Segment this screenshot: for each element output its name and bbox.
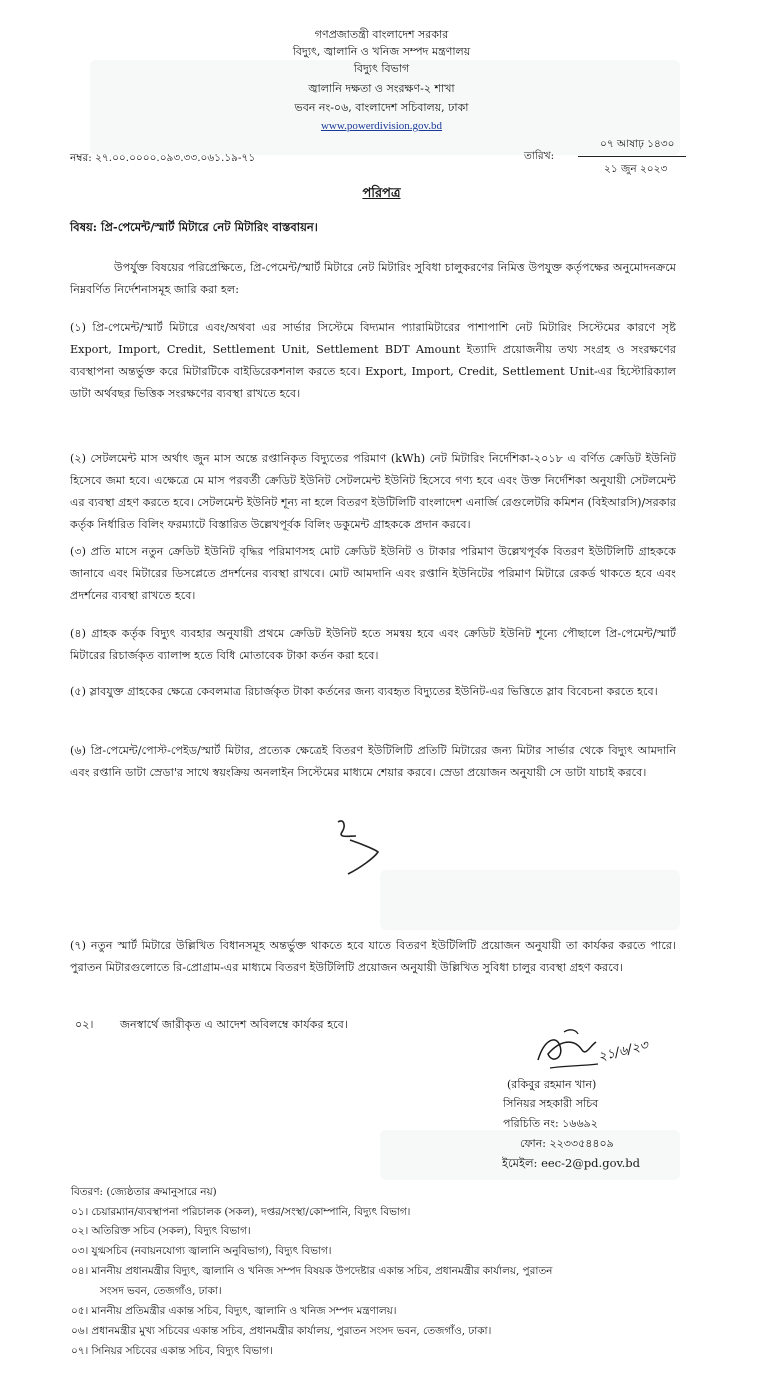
distribution-item: ০২। অতিরিক্ত সচিব (সকল), বিদ্যুৎ বিভাগ। <box>71 1225 251 1237</box>
header-line-2: বিদ্যুৎ, জ্বালানি ও খনিজ সম্পদ মন্ত্রণালয় <box>292 45 471 58</box>
signatory-phone: ফোন: ২২৩৩৫৪৪০৯ <box>520 1137 614 1150</box>
document-title: পরিপত্র <box>362 186 401 201</box>
signature-date: ২১/৬/২৩ <box>596 1038 650 1065</box>
point-1: (১) প্রি-পেমেন্ট/স্মার্ট মিটারে এবং/অথবা এর সার্ভার সিস্টেমে বিদ্যমান প্যারামিটারের পাশাপাশি নেট মিটারিং সিস্টেমের কারণে সৃষ্ট Export, Import, Credit, Settlement Unit, Settlement BDT Amount ইত্যাদি প্রয়োজনীয় তথ্য সংগ্রহ ও সংরক্ষণের ব্যবস্থাপনা অন্তর্ভুক্ত করে মিটারটিকে বাইডিরেকশনাল করতে হবে। Export, Import, Credit, Settlement Unit-এর হিস্টোরিক্যাল ডাটা অর্থবছর ভিত্তিক সংরক্ষণের ব্যবস্থা রাখতে হবে। <box>70 321 676 400</box>
header-line-5: ভবন নং-০৬, বাংলাদেশ সচিবালয়, ঢাকা <box>294 101 469 114</box>
website-link[interactable]: www.powerdivision.gov.bd <box>320 120 443 132</box>
subject-line: বিষয়: প্রি-পেমেন্ট/স্মার্ট মিটারে নেট মিটারিং বাস্তবায়ন। <box>70 220 318 234</box>
distribution-item: ০৬। প্রধানমন্ত্রীর মুখ্য সচিবের একান্ত সচিব, প্রধানমন্ত্রীর কার্যালয়, পুরাতন সংসদ ভবন, তেজগাঁও, ঢাকা। <box>71 1325 492 1337</box>
point-3: (৩) প্রতি মাসে নতুন ক্রেডিট ইউনিট বৃদ্ধির পরিমাণসহ মোট ক্রেডিট ইউনিট ও টাকার পরিমাণ উল্লেখপূর্বক বিতরণ ইউটিলিটি গ্রাহককে জানাবে এবং মিটারের ডিসপ্লেতে প্রদর্শনের ব্যবস্থা রাখবে। মোট আমদানি এবং রপ্তানি ইউনিটের পরিমাণ মিটারে রেকর্ড থাকতে হবে এবং প্রদর্শনের ব্যবস্থা রাখতে হবে। <box>70 545 676 602</box>
point-5: (৫) স্লাবযুক্ত গ্রাহকের ক্ষেত্রে কেবলমাত্র রিচার্জকৃত টাকা কর্তনের জন্য ব্যবহৃত বিদ্যুতের ইউনিট-এর ভিত্তিতে স্লাব বিবেচনা করতে হবে। <box>70 685 658 698</box>
date-divider <box>578 156 686 157</box>
header-line-1: গণপ্রজাতন্ত্রী বাংলাদেশ সরকার <box>314 28 449 41</box>
signatory-id: পরিচিতি নং: ১৬৬৯২ <box>503 1117 598 1130</box>
header-line-3: বিদ্যুৎ বিভাগ <box>353 62 410 75</box>
signatory-designation: সিনিয়র সহকারী সচিব <box>503 1097 599 1110</box>
distribution-item: সংসদ ভবন, তেজগাঁও, ঢাকা। <box>100 1285 222 1297</box>
point-6: (৬) প্রি-পেমেন্ট/পোস্ট-পেইড/স্মার্ট মিটার, প্রত্যেক ক্ষেত্রেই বিতরণ ইউটিলিটি প্রতিটি মিটারের জন্য মিটার সার্ভার থেকে বিদ্যুৎ আমদানি এবং রপ্তানি ডাটা স্রেডা'র সাথে স্বয়ংক্রিয় অনলাইন সিস্টেমের মাধ্যমে শেয়ার করবে। স্রেডা প্রয়োজন অনুযায়ী সে ডাটা যাচাই করবে। <box>70 744 676 779</box>
distribution-heading: বিতরণ: (জ্যেষ্ঠতার ক্রমানুসারে নয়) <box>71 1186 217 1198</box>
header-line-4: জ্বালানি দক্ষতা ও সংরক্ষণ-২ শাখা <box>308 82 455 95</box>
distribution-item: ০৫। মাননীয় প্রতিমন্ত্রীর একান্ত সচিব, বিদ্যুৎ, জ্বালানি ও খনিজ সম্পদ মন্ত্রণালয়। <box>71 1305 397 1317</box>
clause-2-number: ০২। <box>75 1018 94 1031</box>
date-label: তারিখ: <box>524 150 555 162</box>
signatory-email[interactable]: ইমেইল: eec-2@pd.gov.bd <box>502 1156 640 1170</box>
point-4: (৪) গ্রাহক কর্তৃক বিদ্যুৎ ব্যবহার অনুযায়ী প্রথমে ক্রেডিট ইউনিট হতে সমন্বয় হবে এবং ক্রেডিট ইউনিট শূন্যে পৌছালে প্রি-পেমেন্ট/স্মার্ট মিটারের রিচার্জকৃত ব্যালান্স হতে বিধি মোতাবেক টাকা কর্তন করা হবে। <box>70 627 676 662</box>
handwritten-mark <box>320 812 390 882</box>
scan-bleed-through <box>380 870 680 930</box>
website-row <box>0 118 763 134</box>
distribution-item: ০১। চেয়ারম্যান/ব্যবস্থাপনা পরিচালক (সকল), দপ্তর/সংস্থা/কোম্পানি, বিদ্যুৎ বিভাগ। <box>71 1206 411 1218</box>
distribution-item: ০৪। মাননীয় প্রধানমন্ত্রীর বিদ্যুৎ, জ্বালানি ও খনিজ সম্পদ বিষয়ক উপদেষ্টার একান্ত সচিব, প্রধানমন্ত্রীর কার্যালয়, পুরাতন <box>71 1265 553 1277</box>
distribution-item: ০৭। সিনিয়র সচিবের একান্ত সচিব, বিদ্যুৎ বিভাগ। <box>71 1345 273 1357</box>
memo-number: নম্বর: ২৭.০০.০০০০.০৯৩.৩৩.০৬১.১৯-৭১ <box>70 152 256 164</box>
date-english: ২১ জুন ২০২৩ <box>604 163 668 175</box>
intro-paragraph: উপর্যুক্ত বিষয়ের পরিপ্রেক্ষিতে, প্রি-পেমেন্ট/স্মার্ট মিটারে নেট মিটারিং সুবিধা চালুকরণের নিমিত্ত উপযুক্ত কর্তৃপক্ষের অনুমোদনক্রমে নিম্নবর্ণিত নির্দেশনাসমূহ জারি করা হল: <box>70 261 676 296</box>
clause-2-text: জনস্বার্থে জারীকৃত এ আদেশ অবিলম্বে কার্যকর হবে। <box>120 1018 348 1031</box>
date-bangla: ০৭ আষাঢ় ১৪৩০ <box>600 138 675 150</box>
distribution-item: ০৩। যুগ্মসচিব (নবায়নযোগ্য জ্বালানি অনুবিভাগ), বিদ্যুৎ বিভাগ। <box>71 1245 332 1257</box>
point-2: (২) সেটলমেন্ট মাস অর্থাৎ জুন মাস অন্তে রপ্তানিকৃত বিদ্যুতের পরিমাণ (kWh) নেট মিটারিং নির্দেশিকা-২০১৮ এ বর্ণিত ক্রেডিট ইউনিট হিসেবে জমা হবে। এক্ষেত্রে মে মাস পরবর্তী ক্রেডিট ইউনিট সেটলমেন্ট ইউনিট হিসেবে গণ্য হবে এবং উক্ত নির্দেশিকা অনুযায়ী সেটলমেন্ট এর ব্যবস্থা গ্রহণ করতে হবে। সেটলমেন্ট ইউনিট শূন্য না হলে বিতরণ ইউটিলিটি বাংলাদেশ এনার্জি রেগুলেটরি কমিশন (বিইআরসি)/সরকার কর্তৃক নির্ধারিত বিলিং ফরম্যাটে বিস্তারিত উল্লেখপূর্বক বিলিং ডকুমেন্ট গ্রাহককে প্রদান করবে। <box>70 452 676 531</box>
point-7: (৭) নতুন স্মার্ট মিটারে উল্লিখিত বিধানসমূহ অন্তর্ভুক্ত থাকতে হবে যাতে বিতরণ ইউটিলিটি প্রয়োজন অনুযায়ী তা কার্যকর করতে পারে। পুরাতন মিটারগুলোতে রি-প্রোগ্রাম-এর মাধ্যমে বিতরণ ইউটিলিটি প্রয়োজন অনুযায়ী উল্লিখিত সুবিধা চালুর ব্যবস্থা গ্রহণ করবে। <box>70 939 676 974</box>
signatory-name: (রকিবুর রহমান খান) <box>507 1078 597 1091</box>
